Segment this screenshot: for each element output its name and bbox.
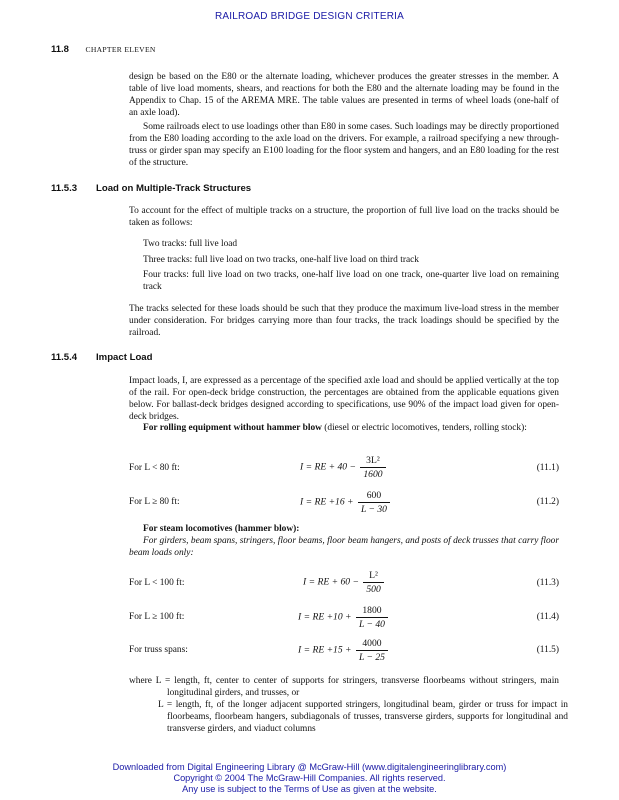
intro-paragraph-2: Some railroads elect to use loadings other than E80 in some cases. Such loadings may be directly proportioned from the E80 loading according to the axle load on the drivers. For example, a railroad specifying a new through-truss or girder span may specify an E100 loading for the floor system and hangers, and an E80 loading for the rest of the structure. xyxy=(129,122,559,169)
multitrack-closing: The tracks selected for these loads should be such that they produce the maximum live-load stress in the member under consideration. For bridges carrying more than four tracks, the track loadings should be specified by the railroad. xyxy=(129,304,559,339)
equation-number: (11.5) xyxy=(536,645,559,655)
equation-lhs: I = RE +16 + xyxy=(300,496,354,508)
steam-locomotive-italic: For girders, beam spans, stringers, floor beams, floor beam hangers, and posts of deck trusses that carry floor beam loads only: xyxy=(129,536,559,559)
steam-locomotive-lead: For steam locomotives (hammer blow): xyxy=(143,524,300,534)
section-number: 11.5.4 xyxy=(51,352,78,363)
list-item: Three tracks: full live load on two tracks, one-half live load on third track xyxy=(143,255,419,265)
equation-denominator: 1600 xyxy=(363,469,383,480)
page-banner: RAILROAD BRIDGE DESIGN CRITERIA xyxy=(214,11,404,22)
equation-numerator: 4000 xyxy=(356,637,388,651)
equation-lhs: I = RE +15 + xyxy=(298,644,352,656)
equation-11-4 xyxy=(298,604,388,631)
equation-denominator: 500 xyxy=(366,584,381,595)
equation-numerator: 3L² xyxy=(360,454,385,468)
equation-numerator: 600 xyxy=(358,489,390,503)
equation-lhs: I = RE + 60 − xyxy=(303,576,359,588)
impact-paragraph: Impact loads, I, are expressed as a percentage of the specified axle load and should be applied vertically at the top of the rail. For open-deck bridge construction, the percentages are obtained from the applicable equations given below. For ballast-deck bridges designed according to specifications, use 90% of the impact load given for open-deck bridges. xyxy=(129,376,559,423)
equation-11-2 xyxy=(300,489,390,516)
footer-copyright: Copyright © 2004 The McGraw-Hill Companies. All rights reserved. xyxy=(173,773,446,783)
equation-number: (11.4) xyxy=(536,612,559,622)
list-item: Four tracks: full live load on two tracks, one-half live load on one track, one-quarter live load on remaining track xyxy=(143,270,559,292)
equation-condition: For L ≥ 100 ft: xyxy=(129,612,185,622)
where-definition-2: L = length, ft, of the longer adjacent supported stringers, longitudinal beam, girder or truss for impact in floorbeams, floorbeam hangers, subdiagonals of trusses, transverse girders, supports for longitudinal and transverse girders, and viaduct columns xyxy=(158,700,568,734)
equation-number: (11.1) xyxy=(536,463,559,473)
section-title: Load on Multiple-Track Structures xyxy=(96,183,252,194)
section-heading-11-5-4 xyxy=(51,352,153,363)
section-heading-11-5-3 xyxy=(51,183,251,194)
footer-download-link[interactable]: Downloaded from Digital Engineering Library @ McGraw-Hill (www.digitalengineeringlibrary.com) xyxy=(112,762,507,772)
multitrack-intro: To account for the effect of multiple tracks on a structure, the proportion of full live load on the tracks should be taken as follows: xyxy=(129,206,559,229)
equation-denominator: L − 40 xyxy=(358,619,385,630)
page-number: 11.8 xyxy=(51,44,69,55)
equation-denominator: L − 30 xyxy=(360,504,387,515)
equation-numerator: L² xyxy=(363,569,383,583)
page-footer xyxy=(0,762,619,795)
equation-numerator: 1800 xyxy=(356,604,388,618)
steam-locomotive-heading xyxy=(129,523,559,535)
rolling-equipment-paragraph xyxy=(129,422,559,434)
equation-lhs: I = RE +10 + xyxy=(298,611,352,623)
equation-11-5 xyxy=(298,637,388,664)
equation-condition: For L < 80 ft: xyxy=(129,463,180,473)
chapter-label: CHAPTER ELEVEN xyxy=(85,45,156,54)
equation-condition: For truss spans: xyxy=(129,645,188,655)
section-title: Impact Load xyxy=(96,352,153,363)
steam-locomotive-note xyxy=(129,535,559,559)
equation-11-3 xyxy=(303,569,384,596)
rolling-equipment-rest: (diesel or electric locomotives, tenders, rolling stock): xyxy=(321,423,527,433)
footer-terms-link[interactable]: Any use is subject to the Terms of Use as given at the website. xyxy=(182,784,437,794)
where-definition-1: where L = length, ft, center to center of supports for stringers, transverse floorbeams without stringers, main longitudinal girders, and trusses, or xyxy=(129,676,559,698)
rolling-equipment-lead: For rolling equipment without hammer blow xyxy=(143,423,322,433)
running-head xyxy=(51,44,156,55)
equation-11-1 xyxy=(300,454,386,481)
equation-number: (11.3) xyxy=(536,578,559,588)
equation-denominator: L − 25 xyxy=(358,652,385,663)
equation-condition: For L ≥ 80 ft: xyxy=(129,497,180,507)
section-number: 11.5.3 xyxy=(51,183,78,194)
equation-condition: For L < 100 ft: xyxy=(129,578,185,588)
list-item: Two tracks: full live load xyxy=(143,239,238,249)
intro-paragraph-1: design be based on the E80 or the alternate loading, whichever produces the greater stresses in the member. A table of live load moments, shears, and reactions for both the E80 and the alternate loading may be found in the Appendix to Chap. 15 of the AREMA MRE. The table values are presented in terms of wheel loads (one-half of an axle load). xyxy=(129,72,559,119)
equation-lhs: I = RE + 40 − xyxy=(300,461,356,473)
equation-number: (11.2) xyxy=(536,497,559,507)
